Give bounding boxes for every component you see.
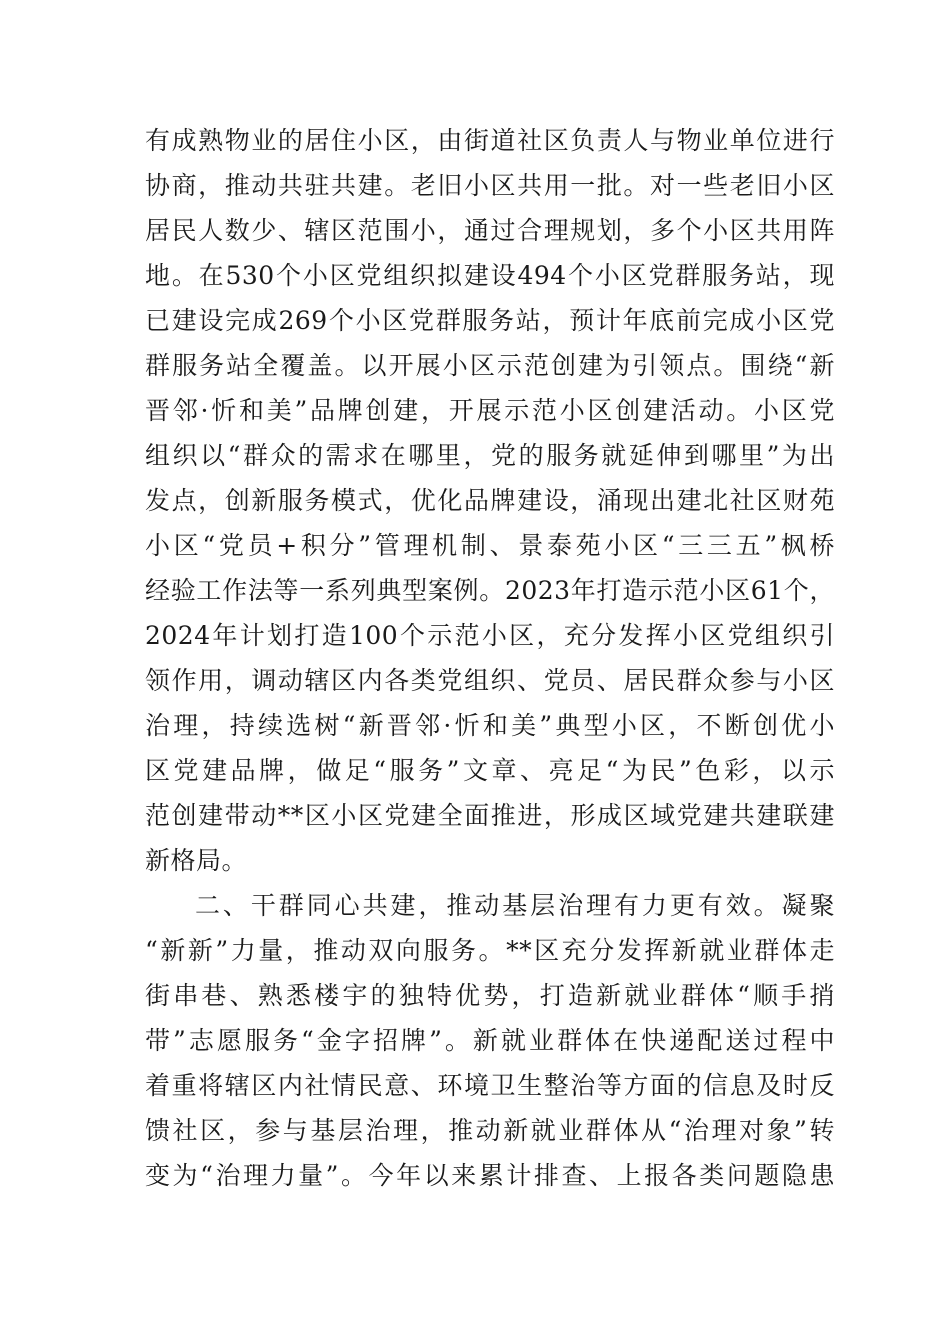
text-line: 已建设完成269个小区党群服务站，预计年底前完成小区党 (145, 306, 835, 335)
text-line: 地。在530个小区党组织拟建设494个小区党群服务站，现 (145, 261, 835, 290)
body-text (145, 118, 835, 1198)
text-line: 小区“党员+积分”管理机制、景泰苑小区“三三五”枫桥 (145, 531, 835, 560)
text-line: 带”志愿服务“金字招牌”。新就业群体在快递配送过程中 (145, 1026, 835, 1055)
text-line: 经验工作法等一系列典型案例。2023年打造示范小区61个， (145, 576, 835, 605)
text-line: 群服务站全覆盖。以开展小区示范创建为引领点。围绕“新 (145, 351, 835, 380)
text-line: 馈社区，参与基层治理，推动新就业群体从“治理对象”转 (145, 1116, 835, 1145)
text-line: 区党建品牌，做足“服务”文章、亮足“为民”色彩，以示 (145, 756, 835, 785)
text-line: 晋邻·忻和美”品牌创建，开展示范小区创建活动。小区党 (145, 396, 835, 425)
text-line: 居民人数少、辖区范围小，通过合理规划，多个小区共用阵 (145, 216, 835, 245)
text-line: 组织以“群众的需求在哪里，党的服务就延伸到哪里”为出 (145, 441, 835, 470)
text-line: 发点，创新服务模式，优化品牌建设，涌现出建北社区财苑 (145, 486, 835, 515)
text-line: 治理，持续选树“新晋邻·忻和美”典型小区，不断创优小 (145, 711, 835, 740)
text-line: 领作用，调动辖区内各类党组织、党员、居民群众参与小区 (145, 666, 835, 695)
paragraph-start-line: 二、干群同心共建，推动基层治理有力更有效。凝聚 (195, 891, 835, 920)
text-line: 有成熟物业的居住小区，由街道社区负责人与物业单位进行 (145, 126, 835, 155)
text-line: 2024年计划打造100个示范小区，充分发挥小区党组织引 (145, 621, 835, 650)
text-line: 协商，推动共驻共建。老旧小区共用一批。对一些老旧小区 (145, 171, 835, 200)
text-line: “新新”力量，推动双向服务。**区充分发挥新就业群体走 (145, 936, 835, 965)
text-line: 街串巷、熟悉楼宇的独特优势，打造新就业群体“顺手捎 (145, 981, 835, 1010)
text-line: 新格局。 (145, 846, 248, 875)
text-line: 范创建带动**区小区党建全面推进，形成区域党建共建联建 (145, 801, 835, 830)
text-line: 变为“治理力量”。今年以来累计排查、上报各类问题隐患 (145, 1161, 835, 1190)
text-line: 着重将辖区内社情民意、环境卫生整治等方面的信息及时反 (145, 1071, 835, 1100)
